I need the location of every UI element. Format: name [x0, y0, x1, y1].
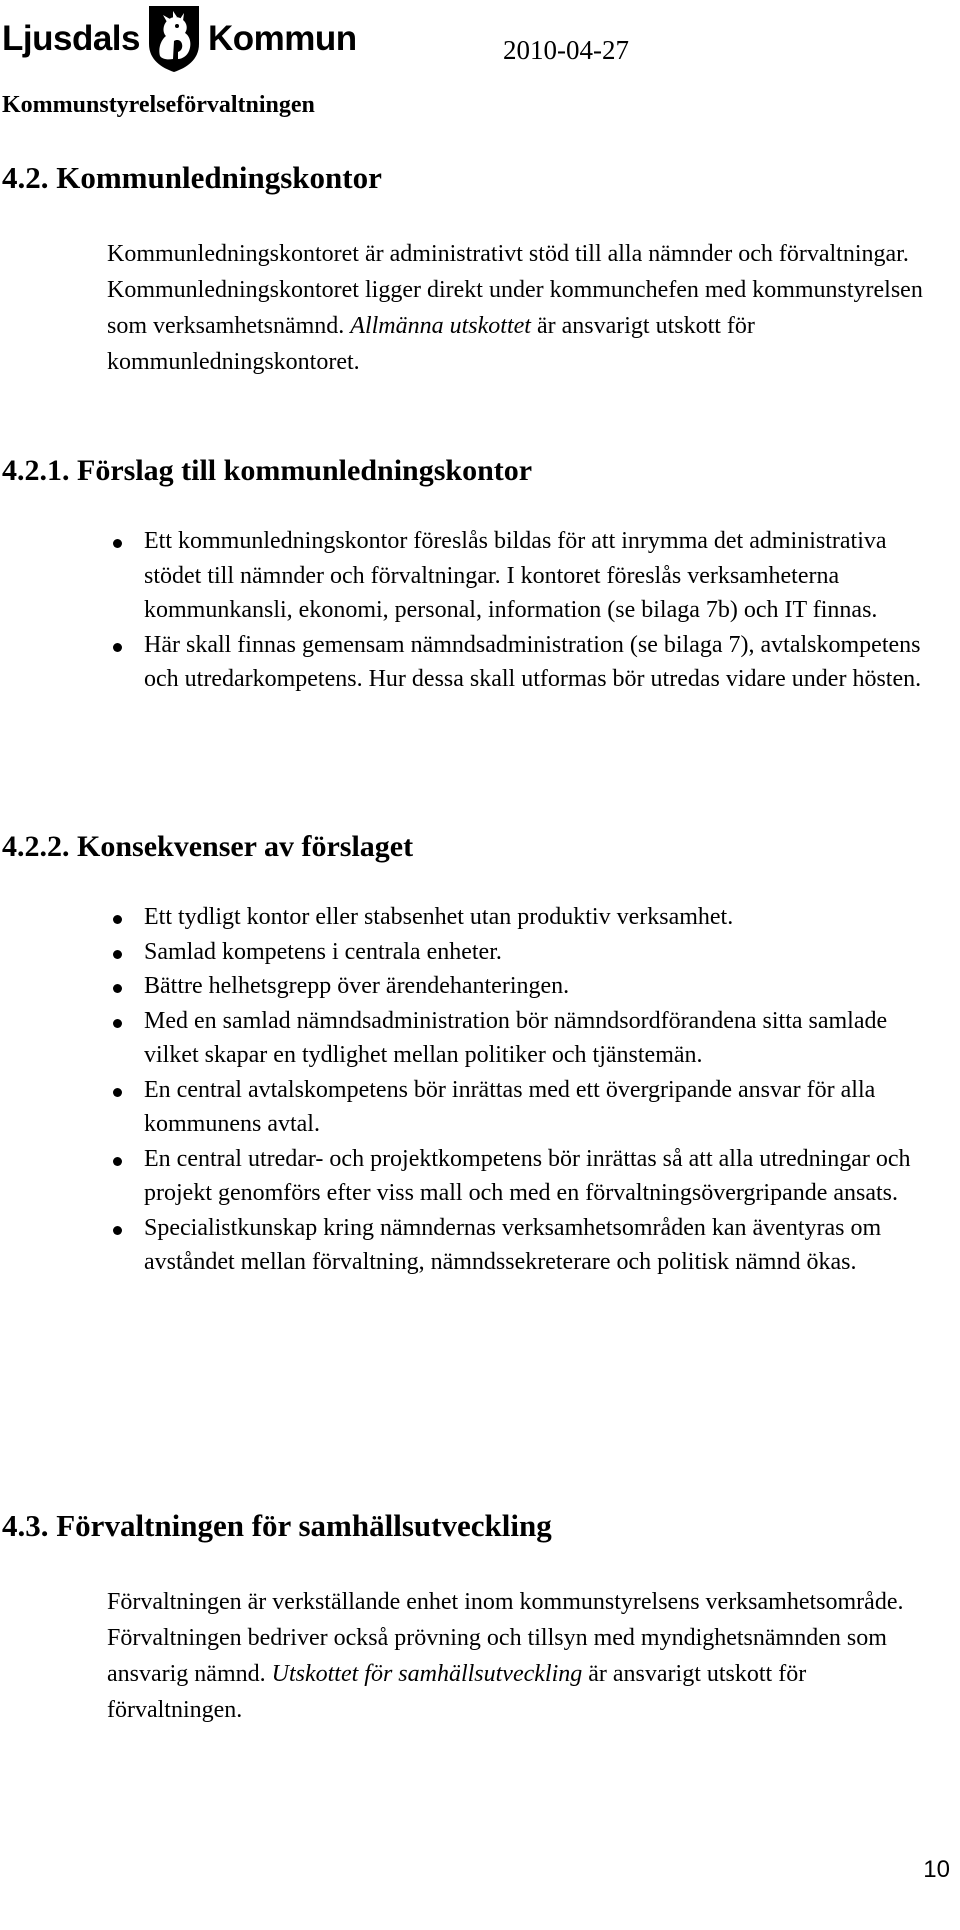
- list-item: Ett tydligt kontor eller stabsenhet utan produktiv verksamhet.: [0, 900, 944, 935]
- intro-4-2-italic: Allmänna utskottet: [350, 313, 531, 339]
- department-name: Kommunstyrelseförvaltningen: [2, 92, 315, 118]
- list-item: Bättre helhetsgrepp över ärendehanteringen.: [0, 969, 944, 1004]
- bullet-icon: [113, 984, 122, 993]
- heading-4-3: 4.3. Förvaltningen för samhällsutveckling: [2, 1508, 552, 1543]
- intro-4-3-text: Förvaltningen är verkställande enhet inom kommunstyrelsens verksamhetsområde. Förvaltningen bedriver också prövning och tillsyn med myndighetsnämnden som ansvarig nämnd.: [107, 1589, 904, 1687]
- page-number: 10: [923, 1856, 950, 1883]
- bullet-icon: [113, 1019, 122, 1028]
- list-item: En central utredar- och projektkompetens bör inrättas så att alla utredningar och projekt genomförs efter viss mall och med en förvaltningsövergripande ansats.: [0, 1142, 944, 1211]
- bullet-icon: [113, 1157, 122, 1166]
- bullet-list-4-2-2: [0, 900, 960, 1280]
- intro-4-3: [107, 1584, 947, 1728]
- intro-4-3-text-end: är ansvarigt utskott för förvaltningen.: [107, 1661, 807, 1723]
- bullet-list-4-2-1: [0, 524, 960, 697]
- page-header: [0, 0, 960, 130]
- bullet-icon: [113, 915, 122, 924]
- municipality-logo: [2, 4, 357, 74]
- list-item: Här skall finnas gemensam nämndsadministration (se bilaga 7), avtalskompetens och utredarkompetens. Hur dessa skall utformas bör utredas vidare under hösten.: [0, 628, 944, 697]
- heading-4-2-2: 4.2.2. Konsekvenser av förslaget: [2, 830, 414, 863]
- bullet-icon: [113, 1088, 122, 1097]
- bullet-icon: [113, 643, 122, 652]
- heading-4-2: 4.2. Kommunledningskontor: [2, 160, 382, 195]
- list-item: Ett kommunledningskontor föreslås bildas för att inrymma det administrativa stödet till nämnder och förvaltningar. I kontoret föreslås verksamheterna kommunkansli, ekonomi, personal, information (se bilaga 7b) och IT finnas.: [0, 524, 944, 628]
- logo-text-right: Kommun: [207, 19, 357, 58]
- intro-4-2-text: Kommunledningskontoret är administrativt stöd till alla nämnder och förvaltningar. Kommunledningskontoret ligger direkt under kommunchefen med kommunstyrelsen som verksamhetsnämnd.: [107, 241, 923, 339]
- lion-crest-icon: [146, 4, 202, 74]
- document-date: 2010-04-27: [503, 35, 629, 65]
- list-item: En central avtalskompetens bör inrättas med ett övergripande ansvar för alla kommunens avtal.: [0, 1073, 944, 1142]
- intro-4-2: [107, 236, 947, 380]
- bullet-icon: [113, 1226, 122, 1235]
- heading-4-2-1: 4.2.1. Förslag till kommunledningskontor: [2, 454, 533, 487]
- list-item: Samlad kompetens i centrala enheter.: [0, 935, 944, 970]
- list-item: Med en samlad nämndsadministration bör nämndsordförandena sitta samlade vilket skapar en tydlighet mellan politiker och tjänstemän.: [0, 1004, 944, 1073]
- logo-text-left: Ljusdals: [2, 19, 140, 58]
- intro-4-3-italic: Utskottet för samhällsutveckling: [271, 1661, 583, 1687]
- list-item: Specialistkunskap kring nämndernas verksamhetsområden kan äventyras om avståndet mellan förvaltning, nämndssekreterare och politisk nämnd ökas.: [0, 1211, 944, 1280]
- bullet-icon: [113, 539, 122, 548]
- intro-4-2-text-end: är ansvarigt utskott för kommunledningskontoret.: [107, 313, 755, 375]
- bullet-icon: [113, 950, 122, 959]
